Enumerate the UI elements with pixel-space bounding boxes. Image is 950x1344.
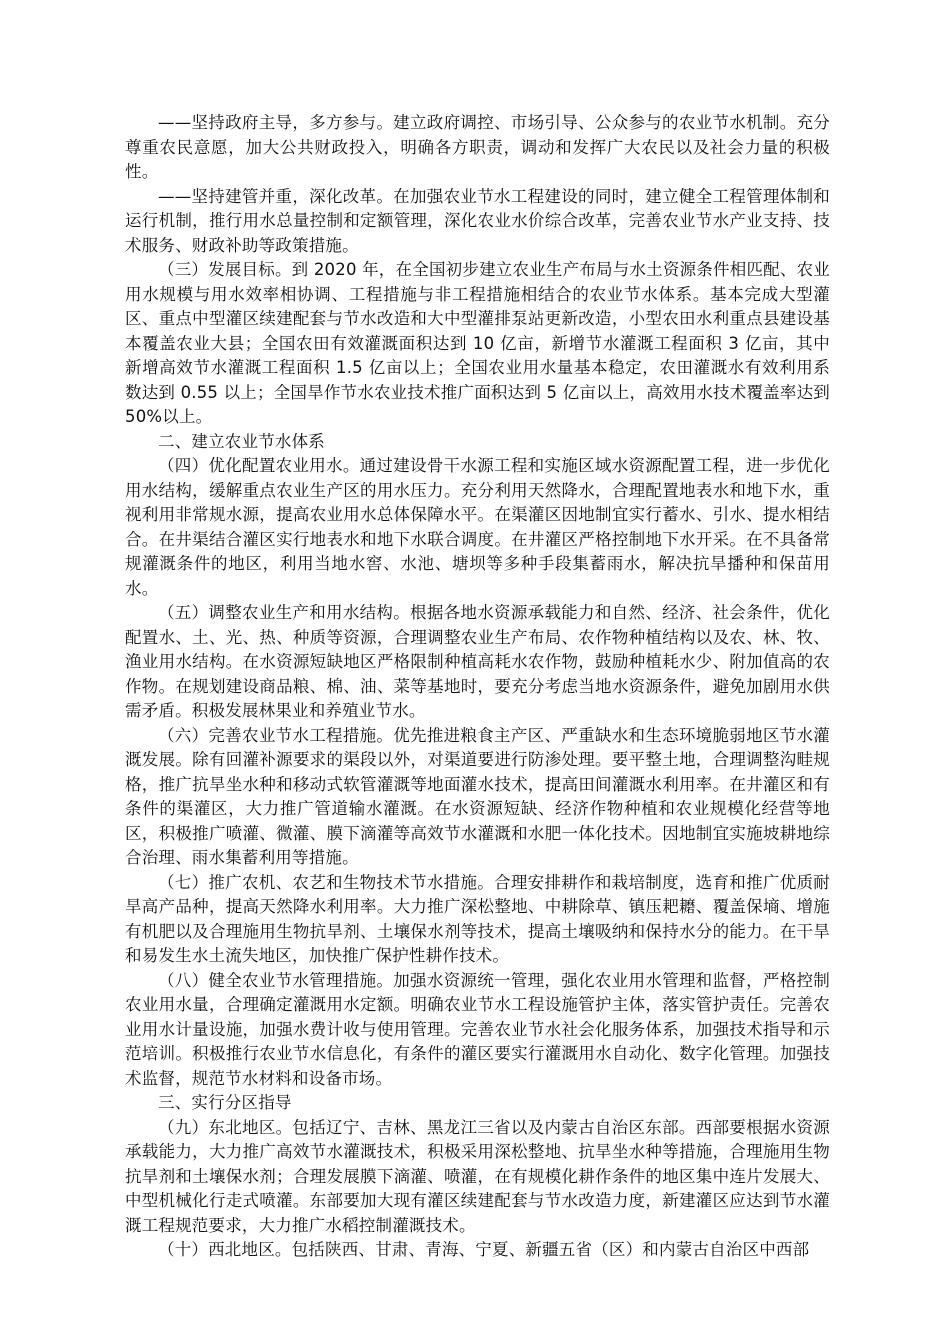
paragraph-engineering-measures: （六）完善农业节水工程措施。优先推进粮食主产区、严重缺水和生态环境脆弱地区节水灌溉发展。除有回灌补源要求的渠段以外，对渠道要进行防渗处理。要平整土地，合理调整沟畦规格，推广抗旱坐水种和移动式软管灌溉等地面灌水技术，提高田间灌溉水利用率。在井灌区和有条件的渠灌区，大力推广管道输水灌溉。在水资源短缺、经济作物种植和农业规模化经营等地区，积极推广喷灌、微灌、膜下滴灌等高效节水灌溉和水肥一体化技术。因地制宜实施坡耕地综合治理、雨水集蓄利用等措施。 <box>125 725 830 867</box>
section-heading-2: 二、建立农业节水体系 <box>158 431 325 451</box>
paragraph-northwest-region: （十）西北地区。包括陕西、甘肃、青海、宁夏、新疆五省（区）和内蒙古自治区中西部 <box>158 1240 810 1259</box>
paragraph-optimize-water-allocation: （四）优化配置农业用水。通过建设骨干水源工程和实施区域水资源配置工程，进一步优化用水结构，缓解重点农业生产区的用水压力。充分利用天然降水，合理配置地表水和地下水，重视利用非常规水源，提高农业用水总体保障水平。在渠灌区因地制宜实行蓄水、引水、提水相结合。在井渠结合灌区实行地表水和地下水联合调度。在井灌区严格控制地下水开采。在不具备常规灌溉条件的地区，利用当地水窖、水池、塘坝等多种手段集蓄雨水，解决抗旱播种和保苗用水。 <box>125 456 830 598</box>
paragraph-development-goals: （三）发展目标。到 2020 年，在全国初步建立农业生产布局与水土资源条件相匹配、农业用水规模与用水效率相协调、工程措施与非工程措施相结合的农业节水体系。基本完成大型灌区、重点中型灌区续建配套与节水改造和大中型灌排泵站更新改造，小型农田水利重点县建设基本覆盖农业大县；全国农田有效灌溉面积达到 10 亿亩，新增节水灌溉工程面积 3 亿亩，其中新增高效节水灌溉工程面积 1.5 亿亩以上；全国农业用水量基本稳定，农田灌溉水有效利用系数达到 0.55 以上；全国旱作节水农业技术推广面积达到 5 亿亩以上，高效用水技术覆盖率达到 50%以上。 <box>125 260 830 426</box>
paragraph-principle-government-led: ——坚持政府主导，多方参与。建立政府调控、市场引导、公众参与的农业节水机制。充分尊重农民意愿，加大公共财政投入，明确各方职责，调动和发挥广大农民以及社会力量的积极性。 <box>125 113 830 181</box>
document-body <box>125 111 830 1263</box>
paragraph-principle-build-and-manage: ——坚持建管并重，深化改革。在加强农业节水工程建设的同时，建立健全工程管理体制和运行机制，推行用水总量控制和定额管理，深化农业水价综合改革，完善农业节水产业支持、技术服务、财政补助等政策措施。 <box>125 186 830 255</box>
paragraph-management-measures: （八）健全农业节水管理措施。加强水资源统一管理，强化农业用水管理和监督，严格控制农业用水量，合理确定灌溉用水定额。明确农业节水工程设施管护主体，落实管护责任。完善农业用水计量设施，加强水费计收与使用管理。完善农业节水社会化服务体系，加强技术指导和示范培训。积极推行农业节水信息化，有条件的灌区要实行灌溉用水自动化、数字化管理。加强技术监督，规范节水材料和设备市场。 <box>125 970 830 1088</box>
paragraph-agronomic-measures: （七）推广农机、农艺和生物技术节水措施。合理安排耕作和栽培制度，选育和推广优质耐旱高产品种，提高天然降水利用率。大力推广深松整地、中耕除草、镇压耙耱、覆盖保墒、增施有机肥以及合理施用生物抗旱剂、土壤保水剂等技术，提高土壤吸纳和保持水分的能力。在干旱和易发生水土流失地区，加快推广保护性耕作技术。 <box>125 872 830 965</box>
paragraph-adjust-production-structure: （五）调整农业生产和用水结构。根据各地水资源承载能力和自然、经济、社会条件，优化配置水、土、光、热、种质等资源，合理调整农业生产布局、农作物种植结构以及农、林、牧、渔业用水结构。在水资源短缺地区严格限制种植高耗水农作物，鼓励种植耗水少、附加值高的农作物。在规划建设商品粮、棉、油、菜等基地时，要充分考虑当地水资源条件，避免加剧用水供需矛盾。积极发展林果业和养殖业节水。 <box>125 603 830 720</box>
section-heading-3: 三、实行分区指导 <box>158 1093 292 1112</box>
paragraph-northeast-region: （九）东北地区。包括辽宁、吉林、黑龙江三省以及内蒙古自治区东部。西部要根据水资源承载能力，大力推广高效节水灌溉技术，积极采用深松整地、抗旱坐水种等措施，合理施用生物抗旱剂和土壤保水剂；合理发展膜下滴灌、喷灌，在有规模化耕作条件的地区集中连片发展大、中型机械化行走式喷灌。东部要加大现有灌区续建配套与节水改造力度，新建灌区应达到节水灌溉工程规范要求，大力推广水稻控制灌溉技术。 <box>125 1117 830 1235</box>
